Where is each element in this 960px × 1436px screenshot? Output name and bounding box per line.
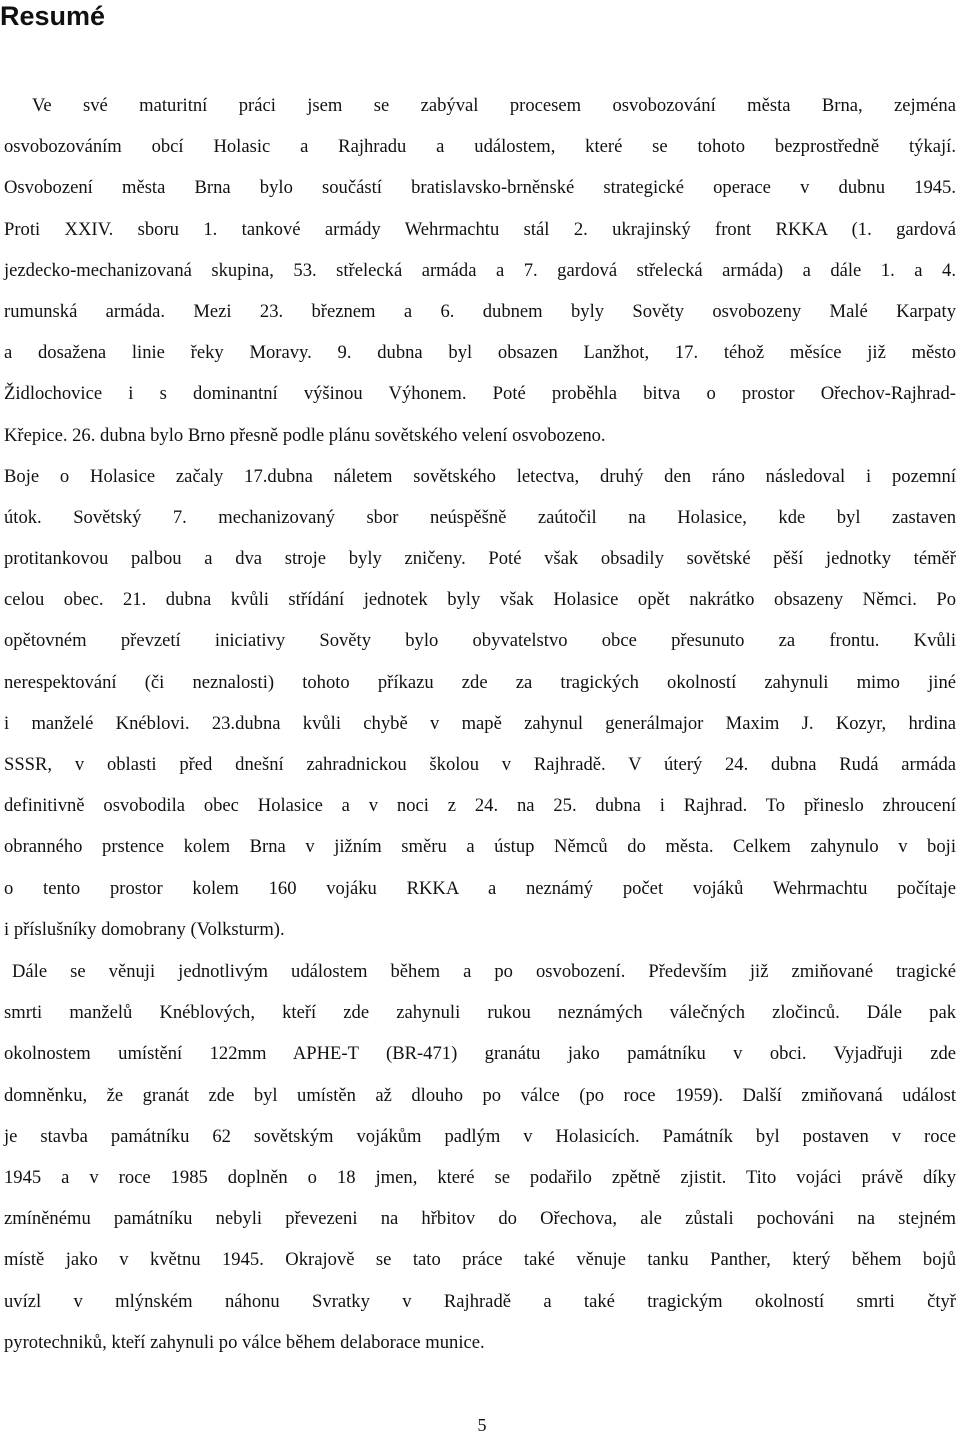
text-line: definitivně osvobodila obec Holasice a v noci z 24. na 25. dubna i Rajhrad. To přineslo zhroucení <box>4 795 956 817</box>
text-line: i příslušníky domobrany (Volksturm). <box>4 918 285 940</box>
page-number: 5 <box>477 1415 487 1435</box>
text-line: protitankovou palbou a dva stroje byly zničeny. Poté však obsadily sovětské pěší jednotky téměř <box>4 548 956 570</box>
text-line: zmíněnému památníku nebyli převezeni na hřbitov do Ořechova, ale zůstali pochováni na stejném <box>4 1208 956 1230</box>
text-line: útok. Sovětský 7. mechanizovaný sbor neúspěšně zaútočil na Holasice, kde byl zastaven <box>4 506 956 528</box>
text-line: je stavba památníku 62 sovětským vojákům padlým v Holasicích. Památník byl postaven v roce <box>4 1125 956 1147</box>
text-line: osvobozováním obcí Holasic a Rajhradu a událostem, které se tohoto bezprostředně týkají. <box>4 136 956 158</box>
text-line: pyrotechniků, kteří zahynuli po válce během delaborace munice. <box>4 1331 485 1353</box>
text-line: Židlochovice i s dominantní výšinou Výhonem. Poté proběhla bitva o prostor Ořechov-Rajhrad- <box>4 383 956 405</box>
page-title: Resumé <box>0 1 106 31</box>
text-line: obranného prstence kolem Brna v jižním směru a ústup Němců do města. Celkem zahynulo v boji <box>4 836 956 858</box>
text-line: Křepice. 26. dubna bylo Brno přesně podle plánu sovětského velení osvobozeno. <box>4 424 606 446</box>
text-line: okolnostem umístění 122mm APHE-T (BR-471) granátu jako památníku v obci. Vyjadřuji zde <box>4 1043 956 1065</box>
text-line: o tento prostor kolem 160 vojáku RKKA a neznámý počet vojáků Wehrmachtu počítaje <box>4 877 956 899</box>
text-line: a dosažena linie řeky Moravy. 9. dubna byl obsazen Lanžhot, 17. téhož měsíce již město <box>4 342 956 364</box>
text-line: Osvobození města Brna bylo součástí bratislavsko-brněnské strategické operace v dubnu 1945. <box>4 177 956 199</box>
text-line: uvízl v mlýnském náhonu Svratky v Rajhradě a také tragickým okolností smrti čtyř <box>4 1290 956 1312</box>
text-line: místě jako v květnu 1945. Okrajově se tato práce také věnuje tanku Panther, který během bojů <box>4 1249 956 1271</box>
text-line: smrti manželů Knéblových, kteří zde zahynuli rukou neznámých válečných zločinců. Dále pak <box>4 1002 956 1024</box>
paragraph-1 <box>4 91 956 956</box>
text-line: 1945 a v roce 1985 doplněn o 18 jmen, které se podařilo zpětně zjistit. Tito vojáci právě díky <box>4 1166 956 1188</box>
text-line: celou obec. 21. dubna kvůli střídání jednotek byly však Holasice opět nakrátko obsazeny Němci. Po <box>4 589 956 611</box>
text-line: opětovném převzetí iniciativy Sověty bylo obyvatelstvo obce přesunuto za frontu. Kvůli <box>4 630 956 652</box>
text-line: Proti XXIV. sboru 1. tankové armády Wehrmachtu stál 2. ukrajinský front RKKA (1. gardová <box>4 218 956 240</box>
text-line: SSSR, v oblasti před dnešní zahradnickou školou v Rajhradě. V úterý 24. dubna Rudá armáda <box>4 754 956 775</box>
text-line: domněnku, že granát zde byl umístěn až dlouho po válce (po roce 1959). Další zmiňovaná událost <box>4 1084 956 1106</box>
text-line: i manželé Knéblovi. 23.dubna kvůli chybě v mapě zahynul generálmajor Maxim J. Kozyr, hrdina <box>4 712 956 734</box>
text-line: Boje o Holasice začaly 17.dubna náletem sovětského letectva, druhý den ráno následoval i pozemní <box>4 465 956 487</box>
text-line: Ve své maturitní práci jsem se zabýval procesem osvobozování města Brna, zejména <box>32 95 956 116</box>
text-line: jezdecko-mechanizovaná skupina, 53. střelecká armáda a 7. gardová střelecká armáda) a dále 1. a 4. <box>4 259 956 281</box>
text-line: rumunská armáda. Mezi 23. březnem a 6. dubnem byly Sověty osvobozeny Malé Karpaty <box>4 300 956 322</box>
text-line: Dále se věnuji jednotlivým událostem během a po osvobození. Především již zmiňované tragické <box>12 961 956 982</box>
paragraph-2 <box>4 957 956 1369</box>
text-line: nerespektování (či neznalosti) tohoto příkazu zde za tragických okolností zahynuli mimo jiné <box>4 671 956 693</box>
